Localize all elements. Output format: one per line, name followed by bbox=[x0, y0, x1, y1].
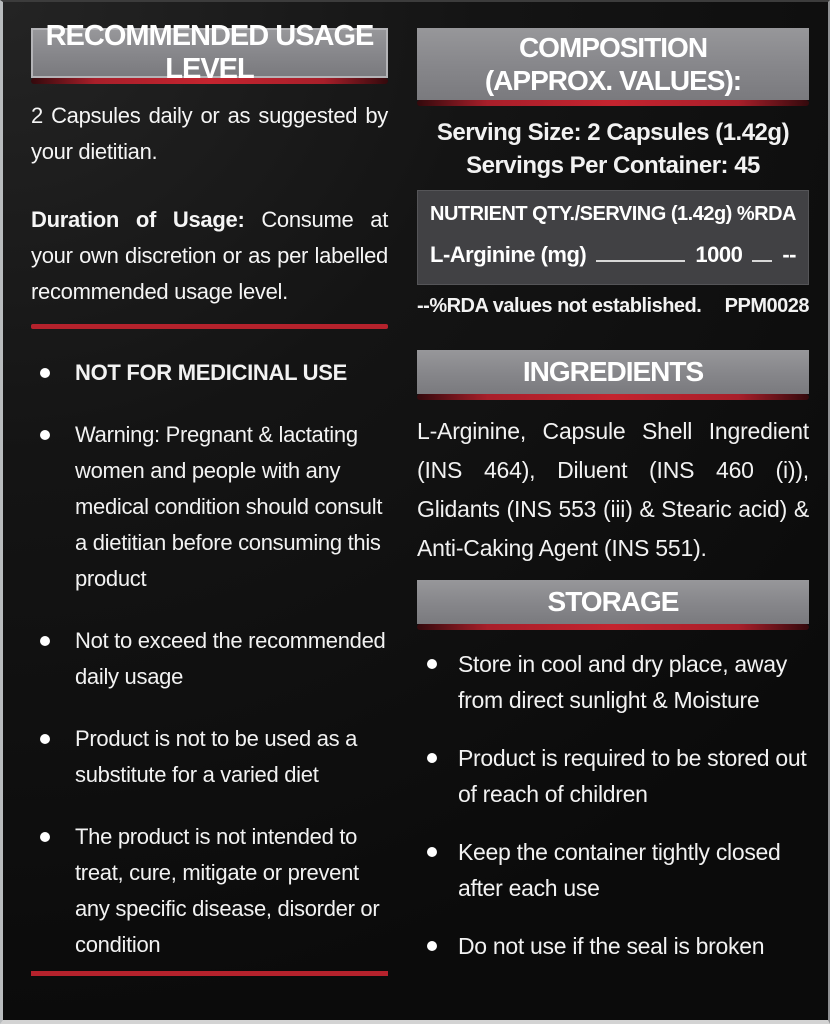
rda-note-row bbox=[417, 295, 809, 318]
ingredients-header bbox=[417, 350, 809, 394]
bullet-text: Keep the container tightly closed after each use bbox=[458, 839, 781, 901]
bullet-text: Warning: Pregnant & lactating women and people with any medical condition should consult a dietitian before consuming this product bbox=[75, 422, 383, 591]
bullet-icon bbox=[427, 941, 437, 951]
storage-header bbox=[417, 580, 809, 624]
col-nutrient: NUTRIENT bbox=[430, 203, 528, 225]
rda-note: --%RDA values not established. bbox=[417, 295, 702, 317]
warning-bullet-list bbox=[31, 355, 388, 963]
bullet-icon bbox=[40, 636, 50, 646]
storage-item-tightly-closed bbox=[417, 834, 809, 906]
storage-section bbox=[417, 580, 809, 964]
recommended-usage-header-text: RECOMMENDED USAGE LEVEL bbox=[45, 20, 374, 85]
serving-size: Serving Size: 2 Capsules (1.42g) bbox=[436, 119, 790, 146]
red-underline bbox=[417, 100, 809, 106]
col-qty-serving: QTY./SERVING (1.42g) bbox=[532, 203, 732, 225]
nutrient-qty: 1000 bbox=[695, 242, 743, 267]
bullet-icon bbox=[40, 430, 50, 440]
bullet-text: NOT FOR MEDICINAL USE bbox=[75, 360, 347, 385]
red-divider-bottom bbox=[31, 971, 388, 976]
duration-of-usage bbox=[31, 202, 388, 310]
red-underline bbox=[417, 394, 809, 400]
nutrient-rda: -- bbox=[782, 242, 796, 267]
bullet-icon bbox=[427, 847, 437, 857]
bullet-item-not-intended bbox=[31, 819, 388, 963]
ingredients-header-text: INGREDIENTS bbox=[522, 356, 704, 387]
col-rda: %RDA bbox=[736, 203, 796, 225]
bullet-item-not-medicinal bbox=[31, 355, 388, 391]
nutrient-table-row bbox=[430, 240, 796, 268]
leader-line bbox=[596, 240, 685, 262]
bullet-icon bbox=[40, 734, 50, 744]
composition-column bbox=[417, 28, 809, 1020]
batch-code: PPM0028 bbox=[724, 295, 809, 317]
bullet-text: Do not use if the seal is broken bbox=[458, 933, 765, 959]
storage-item-seal bbox=[417, 928, 809, 964]
bullet-item-daily-usage bbox=[31, 623, 388, 695]
storage-bullet-list bbox=[417, 646, 809, 964]
bullet-icon bbox=[40, 832, 50, 842]
storage-header-text: STORAGE bbox=[547, 586, 679, 617]
nutrient-table-header bbox=[430, 203, 796, 226]
nutrient-name: L-Arginine (mg) bbox=[430, 242, 587, 267]
duration-text: Consume at your own discretion or as per labelled recommended usage level. bbox=[31, 207, 389, 304]
composition-header bbox=[417, 28, 809, 100]
bullet-item-substitute bbox=[31, 721, 388, 793]
serving-info bbox=[417, 116, 809, 182]
duration-label: Duration of Usage: bbox=[31, 207, 245, 232]
composition-title-line2: (APPROX. VALUES): bbox=[484, 65, 742, 96]
ingredients-section bbox=[417, 350, 809, 568]
servings-per-container: Servings Per Container: 45 bbox=[466, 152, 760, 179]
storage-item-cool-dry bbox=[417, 646, 809, 718]
usage-column bbox=[31, 20, 389, 1020]
bullet-icon bbox=[427, 753, 437, 763]
bullet-text: Store in cool and dry place, away from direct sunlight & Moisture bbox=[458, 651, 787, 713]
recommended-usage-header bbox=[31, 20, 388, 85]
bullet-text: Not to exceed the recommended daily usage bbox=[75, 628, 386, 689]
storage-item-children bbox=[417, 740, 809, 812]
red-underline bbox=[417, 624, 809, 630]
leader-line-short bbox=[752, 240, 772, 262]
composition-title-line1: COMPOSITION bbox=[518, 32, 708, 63]
ingredients-text: L-Arginine, Capsule Shell Ingredient (INS 464), Diluent (INS 460 (i)), Glidants (INS 553 (iii) & Stearic acid) & Anti-Caking Agent (INS 551). bbox=[417, 418, 809, 561]
bullet-text: Product is required to be stored out of reach of children bbox=[458, 745, 807, 807]
nutrient-table bbox=[417, 190, 809, 285]
bullet-text: Product is not to be used as a substitute for a varied diet bbox=[75, 726, 358, 787]
bullet-icon bbox=[40, 368, 50, 378]
bullet-icon bbox=[427, 659, 437, 669]
usage-instructions: 2 Capsules daily or as suggested by your dietitian. bbox=[31, 103, 388, 164]
bullet-item-warning bbox=[31, 417, 388, 597]
bullet-text: The product is not intended to treat, cure, mitigate or prevent any specific disease, disorder or condition bbox=[75, 824, 380, 957]
red-divider bbox=[31, 324, 388, 329]
